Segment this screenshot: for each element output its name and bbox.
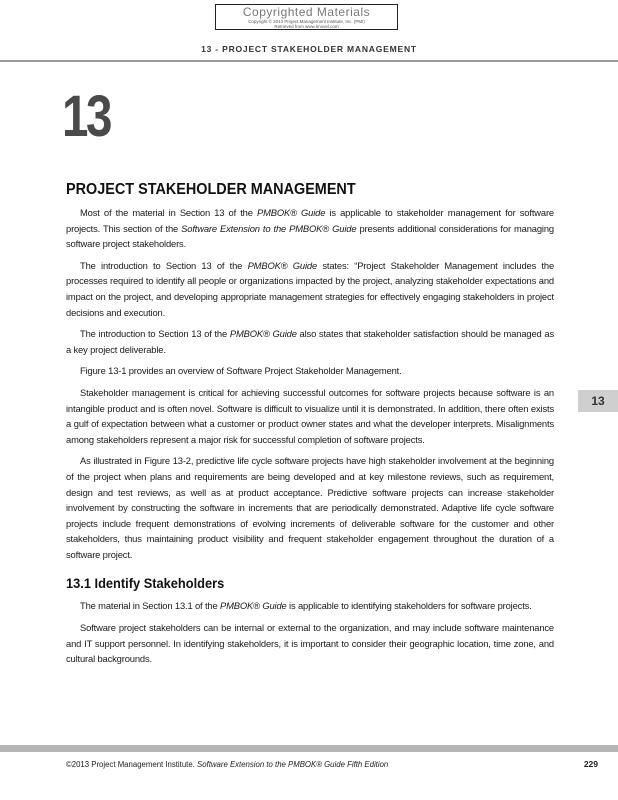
header-rule xyxy=(0,60,618,62)
page-number: 229 xyxy=(583,759,598,769)
paragraph-5: Stakeholder management is critical for achieving successful outcomes for software projects because software is an intangible product and is often novel. Software is difficult to visualize until it is demonstrated. In addition, there often exists a gulf of expectation between what a customer or product owner states and what the developer interprets. Misalignments among stakeholders represent a major risk for successful completion of software projects. xyxy=(66,386,554,445)
footer-rule xyxy=(0,745,618,752)
copyright-stamp xyxy=(215,4,398,30)
footer-copyright: ©2013 Project Management Institute. Software Extension to the PMBOK® Guide Fifth Edition xyxy=(66,760,389,769)
stamp-line-1: Copyright © 2013 Project Management Institute, Inc. (PMI) xyxy=(248,19,365,24)
section-title: 13.1 Identify Stakeholders xyxy=(66,576,225,592)
body-text xyxy=(66,205,554,673)
paragraph-3: The introduction to Section 13 of the PMBOK® Guide also states that stakeholder satisfaction should be managed as a key project deliverable. xyxy=(66,328,554,355)
paragraph-8: Software project stakeholders can be internal or external to the organization, and may include software maintenance and IT support personnel. In identifying stakeholders, it is important to consider their geographic location, time zone, and cultural backgrounds. xyxy=(66,622,554,665)
stamp-line-2: Retrieved from www.knovel.com xyxy=(274,24,339,29)
paragraph-1: Most of the material in Section 13 of the PMBOK® Guide is applicable to stakeholder management for software projects. This section of the Software Extension to the PMBOK® Guide presents additional considerations for managing software project stakeholders. xyxy=(66,207,554,250)
chapter-number: 13 xyxy=(62,84,110,149)
stamp-title: Copyrighted Materials xyxy=(242,5,371,19)
paragraph-6: As illustrated in Figure 13-2, predictive life cycle software projects have high stakeholder involvement at the beginning of the project when plans and requirements are being developed and at key milestone reviews, such as requirement, design and test reviews, as well as at product acceptance. Predictive software projects can increase stakeholder involvement by constructing the software in increments that are periodically demonstrated. Adaptive life cycle software projects include frequent demonstrations of evolving increments of deliverable software for the customer and other stakeholders, thus maintaining product visibility and frequent stakeholder engagement throughout the duration of a software project. xyxy=(66,455,554,560)
chapter-side-tab: 13 xyxy=(578,390,618,412)
chapter-title: PROJECT STAKEHOLDER MANAGEMENT xyxy=(66,181,356,198)
paragraph-7: The material in Section 13.1 of the PMBOK® Guide is applicable to identifying stakeholders for software projects. xyxy=(80,600,532,612)
running-head: 13 - PROJECT STAKEHOLDER MANAGEMENT xyxy=(201,44,417,54)
paragraph-4: Figure 13-1 provides an overview of Software Project Stakeholder Management. xyxy=(80,365,402,377)
paragraph-2: The introduction to Section 13 of the PMBOK® Guide states: “Project Stakeholder Management includes the processes required to identify all people or organizations impacted by the project, analyzing stakeholder expectations and impact on the project, and developing appropriate management strategies for effectively engaging stakeholders in project decisions and execution. xyxy=(66,259,555,318)
